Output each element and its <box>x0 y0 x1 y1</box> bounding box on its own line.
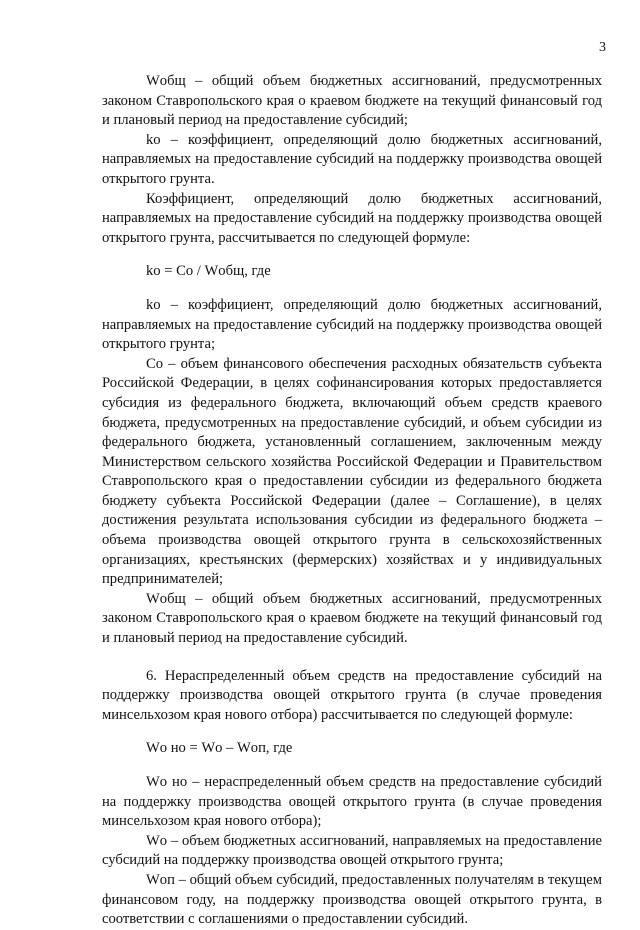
paragraph-wobsch-definition: Wобщ – общий объем бюджетных ассигнований, предусмотренных законом Ставропольского края о краевом бюджете на текущий финансовый год и плановый период на предоставление субсидий; <box>102 73 602 129</box>
formula-ko: kо = Cо / Wобщ, где <box>146 263 271 280</box>
formula-wono: Wо но = Wо – Wоп, где <box>146 740 293 757</box>
page-number: 3 <box>599 40 606 55</box>
paragraph-wop-definition: Wоп – общий объем субсидий, предоставленных получателям в текущем финансовом году, на поддержку производства овощей открытого грунта, в соответствии с соглашениями о предоставлении субсидий. <box>102 871 602 928</box>
paragraph-coefficient-intro: Коэффициент, определяющий долю бюджетных ассигнований, направляемых на предоставление субсидий на поддержку производства овощей открытого грунта, рассчитывается по следующей формуле: <box>102 190 602 246</box>
paragraph-ko-definition: kо – коэффициент, определяющий долю бюджетных ассигнований, направляемых на предоставление субсидий на поддержку производства овощей открытого грунта. <box>102 131 602 187</box>
paragraph-wo-definition: Wо – объем бюджетных ассигнований, направляемых на предоставление субсидий на поддержку производства овощей открытого грунта; <box>102 832 602 869</box>
paragraph-wono-definition: Wо но – нераспределенный объем средств на предоставление субсидий на поддержку производства овощей открытого грунта (в случае проведения минсельхозом края нового отбора); <box>102 774 602 830</box>
paragraph-wobsch-definition-2: Wобщ – общий объем бюджетных ассигнований, предусмотренных законом Ставропольского края о краевом бюджете на текущий финансовый год и плановый период на предоставление субсидий. <box>102 590 602 647</box>
document-body <box>102 72 602 930</box>
paragraph-ko-definition-2: kо – коэффициент, определяющий долю бюджетных ассигнований, направляемых на предоставление субсидий на поддержку производства овощей открытого грунта; <box>102 296 602 353</box>
paragraph-item-6: 6. Нераспределенный объем средств на предоставление субсидий на поддержку производства овощей открытого грунта (в случае проведения минсельхозом края нового отбора) рассчитывается по следующей формуле: <box>102 667 602 723</box>
paragraph-co-definition: Cо – объем финансового обеспечения расходных обязательств субъекта Российской Федерации, в целях софинансирования которых предоставляется субсидия из федерального бюджета, включающий объем средств краевого бюджета, предусмотренных на предоставление субсидий, и объем субсидии из федерального бюджета, установленный соглашением, заключенным между Министерством сельского хозяйства Российской Федерации и Правительством Ставропольского края о предоставлении субсидии из федерального бюджета бюджету субъекта Российской Федерации (далее – Соглашение), в целях достижения результата использования субсидии из федерального бюджета – объема производства овощей открытого грунта в сельскохозяйственных организациях, крестьянских (фермерских) хозяйствах и у индивидуальных предпринимателей; <box>102 355 602 588</box>
